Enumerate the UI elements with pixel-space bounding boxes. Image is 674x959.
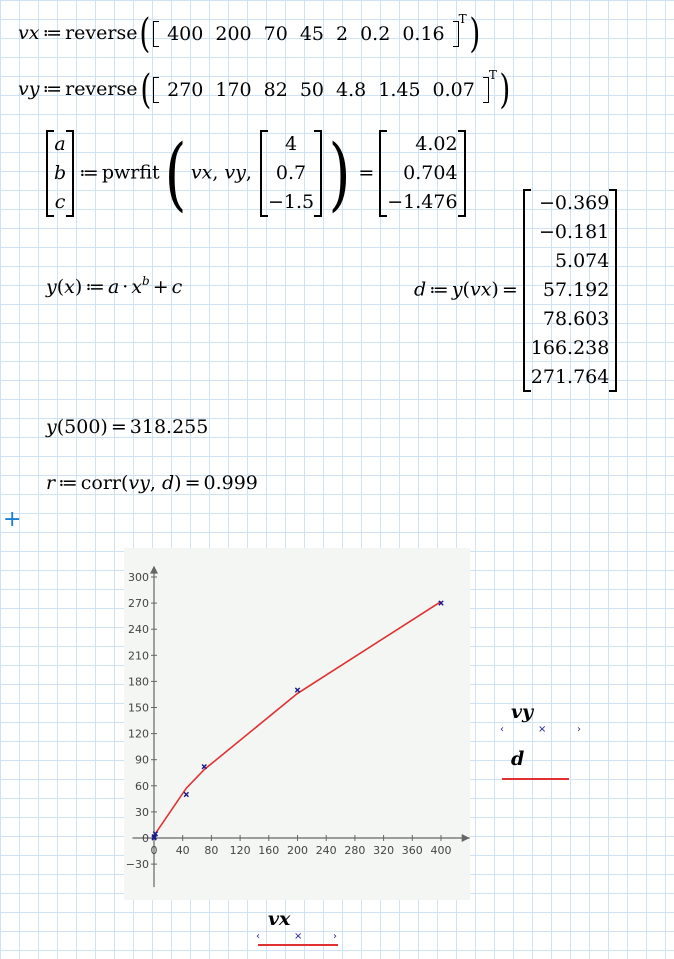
vector-element: 78.603 xyxy=(542,308,610,330)
x-tick-label: 320 xyxy=(373,844,395,857)
x-tick-label: 40 xyxy=(175,844,190,857)
close-paren: ) xyxy=(74,276,83,298)
insertion-crosshair-icon[interactable]: + xyxy=(3,507,22,532)
vx-row-vector xyxy=(153,23,459,45)
y-tick-label: 240 xyxy=(128,623,149,637)
vector-element: 45 xyxy=(299,23,324,45)
vector-element: −1.5 xyxy=(267,191,315,213)
open-paren: ( xyxy=(56,416,65,438)
vector-element: 170 xyxy=(215,79,252,101)
pwrfit-function: pwrfit xyxy=(101,161,160,184)
open-paren: ( xyxy=(56,276,65,298)
legend-trace1-left-bracket: ‹ xyxy=(500,724,504,735)
equals-operator: = xyxy=(501,278,518,301)
y500-result: 318.255 xyxy=(129,416,209,438)
x-axis-label[interactable]: vx xyxy=(268,908,291,930)
vector-element: c xyxy=(54,191,66,213)
y-tick-label: 60 xyxy=(135,779,149,793)
assign-operator: ≔ xyxy=(429,278,449,301)
close-paren: ) xyxy=(100,416,108,438)
vector-element: 0.7 xyxy=(275,162,307,184)
transpose-marker: T xyxy=(488,68,497,82)
r-variable: r xyxy=(46,472,56,494)
vy-variable: vy xyxy=(18,78,40,100)
vector-element: −0.369 xyxy=(539,192,610,214)
x-axis-left-bracket: ‹ xyxy=(256,931,260,942)
y-function-arg: x xyxy=(64,276,75,298)
y-tick-label: −30 xyxy=(125,858,149,872)
corr-function: corr xyxy=(80,472,121,494)
x-symbol: x xyxy=(131,276,143,298)
vector-element: 0.07 xyxy=(432,79,475,101)
legend-trace1-label[interactable]: vy xyxy=(511,701,534,723)
reverse-function: reverse xyxy=(65,78,138,100)
vector-element: 57.192 xyxy=(542,279,610,301)
assign-operator: ≔ xyxy=(42,78,63,100)
y-function-definition[interactable] xyxy=(46,276,182,298)
c-symbol: c xyxy=(171,276,183,298)
legend-trace2-label[interactable]: d xyxy=(511,748,525,770)
y500-arg: 500 xyxy=(64,416,101,438)
plus-operator: + xyxy=(152,276,169,298)
corr-result: 0.999 xyxy=(203,472,258,494)
vector-element: 270 xyxy=(167,79,204,101)
close-paren: ) xyxy=(328,126,351,220)
multiply-operator: · xyxy=(122,276,129,298)
vector-element: b xyxy=(54,162,67,184)
guess-vector xyxy=(258,130,324,217)
vector-element: 400 xyxy=(167,23,204,45)
d-variable: d xyxy=(414,278,427,301)
close-paren: ) xyxy=(491,278,499,301)
vx-definition-region[interactable] xyxy=(18,11,482,57)
y-tick-label: 270 xyxy=(128,597,149,611)
d-result-vector xyxy=(521,189,620,392)
plot-region[interactable] xyxy=(124,548,470,900)
a-symbol: a xyxy=(107,276,120,298)
x-axis-right-bracket: › xyxy=(333,931,337,942)
x-tick-label: 200 xyxy=(287,844,308,857)
y-tick-label: 30 xyxy=(135,805,149,819)
open-paren: ( xyxy=(462,278,470,301)
assign-operator: ≔ xyxy=(79,161,99,184)
open-paren: ( xyxy=(139,67,151,113)
equals-operator: = xyxy=(110,416,127,438)
vector-element: 0.16 xyxy=(402,23,445,45)
legend-trace2-line-icon xyxy=(502,778,569,780)
assign-operator: ≔ xyxy=(42,22,63,44)
pwrfit-region[interactable] xyxy=(44,126,468,220)
vector-element: a xyxy=(54,133,66,155)
y-function-call: y xyxy=(46,416,57,438)
corr-arg-vy: vy xyxy=(128,472,150,494)
y-tick-label: 90 xyxy=(135,753,149,767)
y-tick-label: 120 xyxy=(128,727,149,741)
legend-trace1-marker-icon: × xyxy=(538,724,547,735)
vector-element: 5.074 xyxy=(554,250,610,272)
vy-row-vector xyxy=(153,79,489,101)
vector-element: −0.181 xyxy=(539,221,610,243)
reverse-function: reverse xyxy=(65,22,138,44)
comma: , xyxy=(149,472,162,494)
vector-element: 50 xyxy=(299,79,325,101)
vector-element: 4 xyxy=(284,133,298,155)
vector-element: 0.2 xyxy=(360,23,391,45)
parameter-vector xyxy=(44,130,76,217)
corr-evaluation[interactable] xyxy=(46,472,258,494)
x-tick-label: 280 xyxy=(344,844,366,857)
corr-arg-d: d xyxy=(161,472,175,494)
vy-definition-region[interactable] xyxy=(18,67,512,113)
x-axis-marker-icon: × xyxy=(294,931,303,942)
y500-evaluation[interactable] xyxy=(46,416,208,438)
x-tick-label: 80 xyxy=(204,844,219,857)
legend-trace1-right-bracket: › xyxy=(577,724,581,735)
vx-variable: vx xyxy=(18,22,40,44)
y-tick-label: 150 xyxy=(128,701,149,715)
equals-operator: = xyxy=(184,472,201,494)
open-paren: ( xyxy=(164,126,187,220)
close-paren: ) xyxy=(468,11,480,57)
y-tick-label: 180 xyxy=(128,675,149,689)
b-exponent: b xyxy=(142,274,150,288)
vector-element: 271.764 xyxy=(530,366,610,388)
d-arg-vx: vx xyxy=(469,278,492,301)
equals-operator: = xyxy=(358,161,375,184)
y-function-name: y xyxy=(46,276,57,298)
vector-element: 200 xyxy=(215,23,252,45)
transpose-marker: T xyxy=(458,12,467,26)
close-paren: ) xyxy=(499,67,511,113)
open-paren: ( xyxy=(139,11,151,57)
pwrfit-arg-vy: vy xyxy=(224,161,246,184)
x-tick-label: 360 xyxy=(401,844,423,857)
x-tick-label: 160 xyxy=(258,844,280,857)
y-tick-label: 300 xyxy=(128,571,149,584)
pwrfit-arg-vx: vx xyxy=(190,161,213,184)
y-tick-label: 210 xyxy=(128,649,149,663)
x-tick-label: 240 xyxy=(315,844,337,857)
assign-operator: ≔ xyxy=(58,472,78,494)
vector-element: 4.8 xyxy=(336,79,367,101)
vector-element: 2 xyxy=(336,23,349,45)
x-tick-label: 400 xyxy=(430,844,452,857)
x-tick-label: 0 xyxy=(150,844,158,857)
vector-element: 70 xyxy=(263,23,288,45)
y-function-call: y xyxy=(451,278,463,301)
vector-element: 0.704 xyxy=(403,162,458,184)
open-paren: ( xyxy=(120,472,129,494)
vector-element: 82 xyxy=(263,79,288,101)
y-tick-label: 0 xyxy=(142,832,149,845)
x-axis-underline xyxy=(258,944,338,946)
vector-element: 1.45 xyxy=(378,79,421,101)
x-tick-label: 120 xyxy=(229,844,251,857)
d-definition-region[interactable] xyxy=(414,189,619,392)
vector-element: −1.476 xyxy=(387,191,458,213)
comma: , xyxy=(212,161,225,184)
vector-element: 4.02 xyxy=(415,133,458,155)
vector-element: 166.238 xyxy=(530,337,610,359)
close-paren: ) xyxy=(174,472,182,494)
assign-operator: ≔ xyxy=(85,276,105,298)
comma: , xyxy=(245,161,258,184)
